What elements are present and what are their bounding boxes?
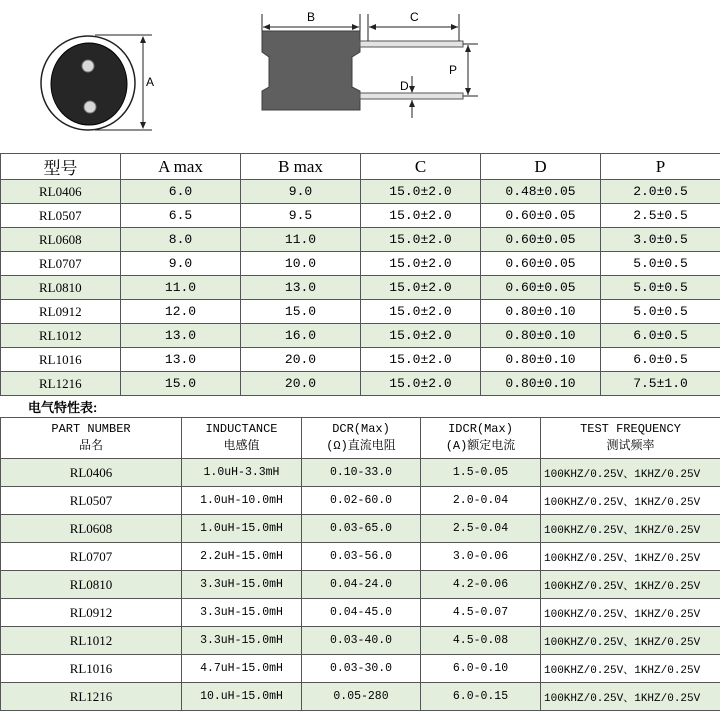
b-arrow-right [352, 24, 359, 30]
cell-part: RL1016 [1, 348, 121, 372]
table-row [1, 372, 720, 396]
lead-top [360, 41, 463, 47]
cell-frequency: 100KHZ/0.25V、1KHZ/0.25V [541, 487, 720, 515]
cell-b: 9.5 [241, 204, 361, 228]
dimensions-table [0, 153, 720, 396]
cell-part: RL0912 [1, 300, 121, 324]
cell-part: RL0406 [1, 180, 121, 204]
cell-d: 0.80±0.10 [481, 324, 601, 348]
cell-part: RL0707 [1, 543, 182, 571]
cell-c: 15.0±2.0 [361, 348, 481, 372]
cell-part: RL1016 [1, 655, 182, 683]
cell-dcr: 0.03-56.0 [302, 543, 421, 571]
cell-part: RL0507 [1, 487, 182, 515]
header-inductance [182, 418, 302, 459]
cell-a: 6.5 [121, 204, 241, 228]
table-row [1, 204, 720, 228]
cell-p: 2.0±0.5 [601, 180, 720, 204]
table-row [1, 252, 720, 276]
dimensions-header-row [1, 154, 720, 180]
cell-frequency: 100KHZ/0.25V、1KHZ/0.25V [541, 655, 720, 683]
cell-d: 0.80±0.10 [481, 372, 601, 396]
cell-d: 0.60±0.05 [481, 252, 601, 276]
cell-a: 12.0 [121, 300, 241, 324]
cell-idcr: 4.5-0.08 [421, 627, 541, 655]
header-inductance-cn: 电感值 [223, 439, 260, 453]
lead-bottom [360, 93, 463, 99]
cell-frequency: 100KHZ/0.25V、1KHZ/0.25V [541, 599, 720, 627]
cell-part: RL0707 [1, 252, 121, 276]
cell-inductance: 10.uH-15.0mH [182, 683, 302, 711]
cell-p: 3.0±0.5 [601, 228, 720, 252]
table-row [1, 655, 720, 683]
cell-d: 0.60±0.05 [481, 276, 601, 300]
cell-idcr: 6.0-0.15 [421, 683, 541, 711]
d-arrow-bottom [409, 100, 415, 107]
cell-a: 15.0 [121, 372, 241, 396]
inductor-body [262, 31, 360, 110]
b-arrow-left [263, 24, 270, 30]
cell-idcr: 6.0-0.10 [421, 655, 541, 683]
cell-c: 15.0±2.0 [361, 276, 481, 300]
label-c: C [410, 10, 419, 24]
header-inductance-en: INDUCTANCE [205, 422, 278, 436]
header-idcr [421, 418, 541, 459]
cell-b: 16.0 [241, 324, 361, 348]
cell-a: 6.0 [121, 180, 241, 204]
header-a-max: A max [121, 154, 241, 180]
cell-c: 15.0±2.0 [361, 252, 481, 276]
header-c: C [361, 154, 481, 180]
table-row [1, 180, 720, 204]
cell-idcr: 2.0-0.04 [421, 487, 541, 515]
cell-part: RL0608 [1, 228, 121, 252]
cell-frequency: 100KHZ/0.25V、1KHZ/0.25V [541, 683, 720, 711]
header-idcr-cn: (A)额定电流 [445, 439, 516, 453]
header-idcr-en: IDCR(Max) [448, 422, 513, 436]
table-row [1, 487, 720, 515]
table-row [1, 571, 720, 599]
cell-p: 6.0±0.5 [601, 348, 720, 372]
cell-a: 11.0 [121, 276, 241, 300]
cell-c: 15.0±2.0 [361, 324, 481, 348]
cell-p: 5.0±0.5 [601, 252, 720, 276]
cell-part: RL1216 [1, 683, 182, 711]
cell-d: 0.80±0.10 [481, 348, 601, 372]
electrical-table [0, 417, 720, 711]
cell-inductance: 3.3uH-15.0mH [182, 627, 302, 655]
cell-d: 0.60±0.05 [481, 204, 601, 228]
a-arrow-bottom [140, 122, 146, 129]
table-row [1, 276, 720, 300]
cell-dcr: 0.05-280 [302, 683, 421, 711]
header-part-number [1, 418, 182, 459]
header-part-number-cn: 品名 [78, 439, 103, 453]
cell-c: 15.0±2.0 [361, 180, 481, 204]
c-arrow-left [369, 24, 376, 30]
cell-a: 9.0 [121, 252, 241, 276]
cell-inductance: 3.3uH-15.0mH [182, 599, 302, 627]
cell-inductance: 1.0uH-15.0mH [182, 515, 302, 543]
d-arrow-top [409, 86, 415, 93]
cell-part: RL0608 [1, 515, 182, 543]
cell-inductance: 4.7uH-15.0mH [182, 655, 302, 683]
header-p: P [601, 154, 720, 180]
cell-dcr: 0.04-45.0 [302, 599, 421, 627]
header-dcr-cn: (Ω)直流电阻 [326, 439, 396, 453]
cell-p: 7.5±1.0 [601, 372, 720, 396]
a-arrow-top [140, 36, 146, 43]
table-row [1, 515, 720, 543]
header-test-frequency-cn: 测试频率 [606, 439, 655, 453]
table-row [1, 683, 720, 711]
cell-part: RL0810 [1, 571, 182, 599]
cell-inductance: 1.0uH-3.3mH [182, 459, 302, 487]
cell-idcr: 1.5-0.05 [421, 459, 541, 487]
header-model: 型号 [1, 154, 121, 180]
cell-frequency: 100KHZ/0.25V、1KHZ/0.25V [541, 627, 720, 655]
cell-d: 0.60±0.05 [481, 228, 601, 252]
header-b-max: B max [241, 154, 361, 180]
header-dcr [302, 418, 421, 459]
cell-p: 2.5±0.5 [601, 204, 720, 228]
cell-frequency: 100KHZ/0.25V、1KHZ/0.25V [541, 543, 720, 571]
cell-part: RL0406 [1, 459, 182, 487]
cell-dcr: 0.03-30.0 [302, 655, 421, 683]
cell-part: RL1012 [1, 627, 182, 655]
cell-a: 8.0 [121, 228, 241, 252]
cell-inductance: 3.3uH-15.0mH [182, 571, 302, 599]
cell-dcr: 0.02-60.0 [302, 487, 421, 515]
cell-part: RL0810 [1, 276, 121, 300]
cell-d: 0.48±0.05 [481, 180, 601, 204]
cell-c: 15.0±2.0 [361, 372, 481, 396]
electrical-header-row [1, 418, 720, 459]
label-b: B [307, 10, 316, 24]
end-view [41, 35, 154, 130]
header-test-frequency [541, 418, 720, 459]
cell-frequency: 100KHZ/0.25V、1KHZ/0.25V [541, 571, 720, 599]
cell-inductance: 2.2uH-15.0mH [182, 543, 302, 571]
table-row [1, 300, 720, 324]
cell-idcr: 4.2-0.06 [421, 571, 541, 599]
cell-a: 13.0 [121, 348, 241, 372]
header-test-frequency-en: TEST FREQUENCY [580, 422, 681, 436]
table-row [1, 348, 720, 372]
cell-c: 15.0±2.0 [361, 228, 481, 252]
p-arrow-bottom [465, 88, 471, 95]
side-view [262, 10, 478, 118]
table-row [1, 543, 720, 571]
cell-p: 5.0±0.5 [601, 300, 720, 324]
header-dcr-en: DCR(Max) [332, 422, 390, 436]
cell-inductance: 1.0uH-10.0mH [182, 487, 302, 515]
dimension-drawing [0, 0, 720, 150]
label-d: D [400, 79, 409, 93]
cell-b: 20.0 [241, 348, 361, 372]
lead-hole-bottom [84, 101, 96, 113]
cell-dcr: 0.04-24.0 [302, 571, 421, 599]
cell-frequency: 100KHZ/0.25V、1KHZ/0.25V [541, 515, 720, 543]
cell-p: 6.0±0.5 [601, 324, 720, 348]
c-arrow-right [451, 24, 458, 30]
cell-part: RL0912 [1, 599, 182, 627]
cell-b: 9.0 [241, 180, 361, 204]
table-row [1, 324, 720, 348]
cell-b: 11.0 [241, 228, 361, 252]
table-row [1, 599, 720, 627]
drawing-svg [0, 0, 720, 150]
table-row [1, 228, 720, 252]
cell-dcr: 0.10-33.0 [302, 459, 421, 487]
label-p: P [449, 63, 458, 77]
electrical-section-title: 电气特性表: [28, 400, 98, 415]
cell-part: RL1012 [1, 324, 121, 348]
cell-b: 10.0 [241, 252, 361, 276]
cell-idcr: 2.5-0.04 [421, 515, 541, 543]
cell-b: 20.0 [241, 372, 361, 396]
cell-idcr: 3.0-0.06 [421, 543, 541, 571]
cell-d: 0.80±0.10 [481, 300, 601, 324]
cell-frequency: 100KHZ/0.25V、1KHZ/0.25V [541, 459, 720, 487]
p-arrow-top [465, 45, 471, 52]
cell-c: 15.0±2.0 [361, 204, 481, 228]
cell-b: 15.0 [241, 300, 361, 324]
cell-dcr: 0.03-40.0 [302, 627, 421, 655]
header-d: D [481, 154, 601, 180]
cell-part: RL0507 [1, 204, 121, 228]
cell-c: 15.0±2.0 [361, 300, 481, 324]
table-row [1, 459, 720, 487]
cell-part: RL1216 [1, 372, 121, 396]
label-a: A [146, 75, 155, 89]
cell-idcr: 4.5-0.07 [421, 599, 541, 627]
header-part-number-en: PART NUMBER [51, 422, 131, 436]
cell-b: 13.0 [241, 276, 361, 300]
cell-a: 13.0 [121, 324, 241, 348]
table-row [1, 627, 720, 655]
cell-dcr: 0.03-65.0 [302, 515, 421, 543]
lead-hole-top [82, 60, 94, 72]
cell-p: 5.0±0.5 [601, 276, 720, 300]
